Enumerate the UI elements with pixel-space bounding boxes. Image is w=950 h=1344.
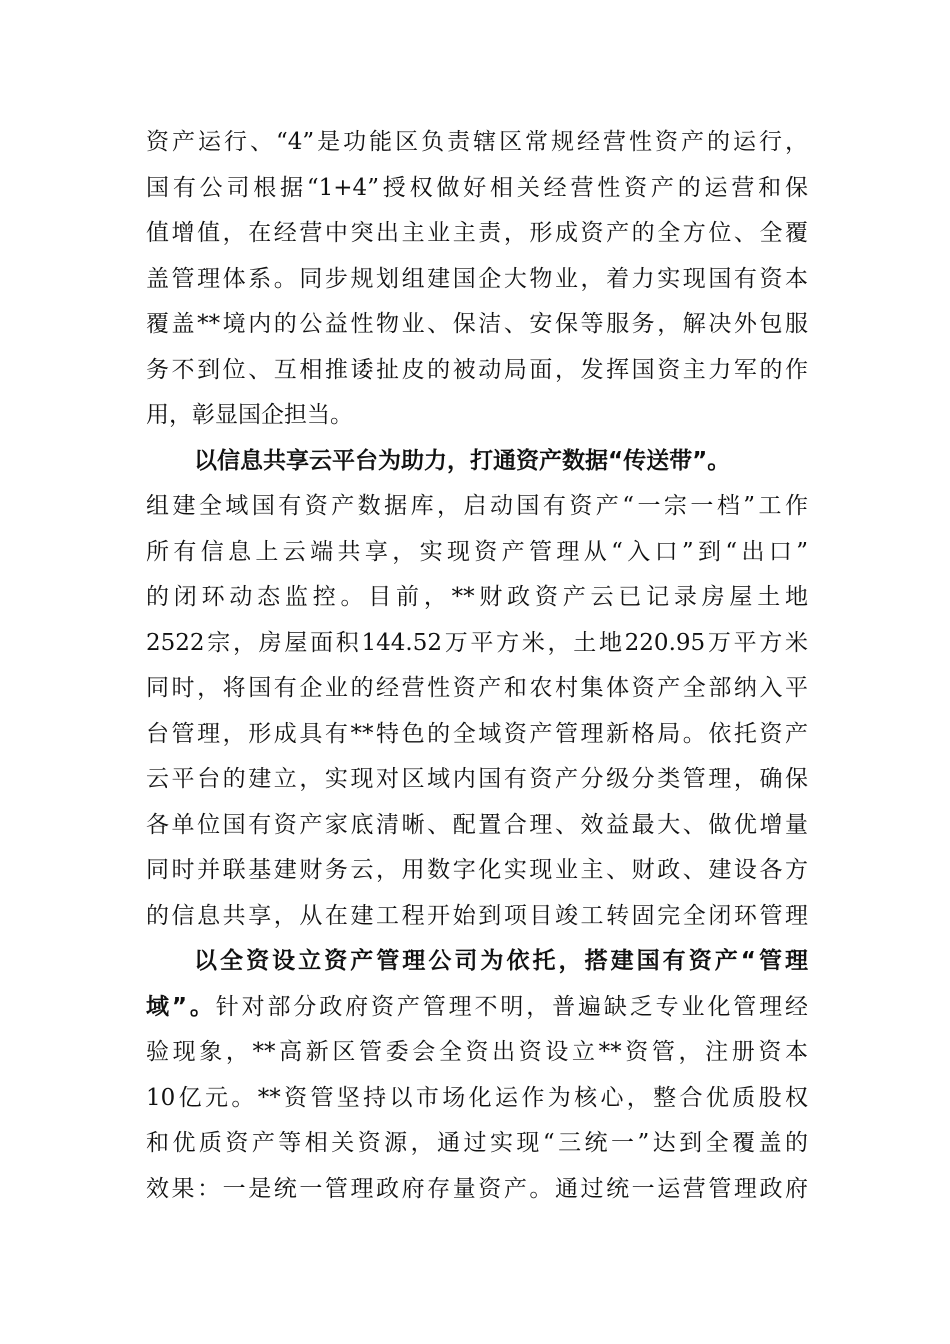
text-line: 值增值，在经营中突出主业主责，形成资产的全方位、全覆 [146,220,808,246]
text-line-mixed [146,985,808,1031]
text-line: 各单位国有资产家底清晰、配置合理、效益最大、做优增量 [146,811,808,838]
text-line: 用，彰显国企担当。 [146,402,353,428]
text-line: 2522宗，房屋面积144.52万平方米，土地220.95万平方米 [146,629,808,656]
text-line: 组建全域国有资产数据库，启动国有资产“一宗一档”工作 [146,493,808,519]
text-line: 同时并联基建财务云，用数字化实现业主、财政、建设各方 [146,857,808,883]
text-line: 台管理，形成具有**特色的全域资产管理新格局。依托资产 [146,720,808,747]
text-line: 和优质资产等相关资源，通过实现“三统一”达到全覆盖的 [146,1130,808,1156]
section-heading-asset-company: 以全资设立资产管理公司为依托，搭建国有资产“管理 [194,948,808,974]
section-heading-cloud-platform: 以信息共享云平台为助力，打通资产数据“传送带”。 [194,447,731,474]
text-line: 的信息共享，从在建工程开始到项目竣工转固完全闭环管理 [146,902,808,929]
text-line: 同时，将国有企业的经营性资产和农村集体资产全部纳入平 [146,675,808,701]
text-line: 验现象，**高新区管委会全资出资设立**资管，注册资本 [146,1039,808,1065]
text-line: 务不到位、互相推诿扯皮的被动局面，发挥国资主力军的作 [146,356,808,383]
text-line-fragment: 针对部分政府资产管理不明，普遍缺乏专业化管理经 [215,993,808,1020]
text-line: 10亿元。**资管坚持以市场化运作为核心，整合优质股权 [146,1084,808,1111]
text-line: 国有公司根据“1+4”授权做好相关经营性资产的运营和保 [146,174,808,201]
text-line: 覆盖**境内的公益性物业、保洁、安保等服务，解决外包服 [146,311,808,337]
text-line: 效果：一是统一管理政府存量资产。通过统一运营管理政府 [146,1175,808,1202]
section-heading-asset-company-cont: 域”。 [146,993,216,1020]
text-line: 盖管理体系。同步规划组建国企大物业，着力实现国有资本 [146,265,808,292]
text-line: 的闭环动态监控。目前，**财政资产云已记录房屋土地 [146,584,808,610]
text-line: 所有信息上云端共享，实现资产管理从“入口”到“出口” [146,538,808,565]
text-line: 云平台的建立，实现对区域内国有资产分级分类管理，确保 [146,766,808,792]
document-body [146,120,808,1212]
text-line: 资产运行、“4”是功能区负责辖区常规经营性资产的运行， [146,129,808,155]
